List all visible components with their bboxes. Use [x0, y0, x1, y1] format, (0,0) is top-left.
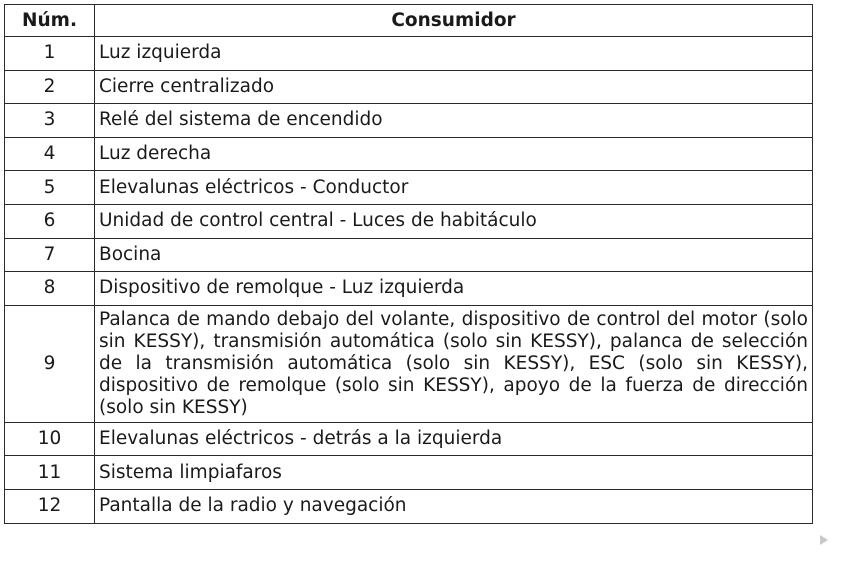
- table-header: [5, 5, 813, 37]
- row-consumer: Elevalunas eléctricos - detrás a la izquierda: [95, 422, 813, 456]
- row-consumer: Relé del sistema de encendido: [95, 104, 813, 138]
- table-row: [5, 238, 813, 272]
- table-row: [5, 456, 813, 490]
- row-consumer: Unidad de control central - Luces de habitáculo: [95, 204, 813, 238]
- row-number: 3: [5, 104, 95, 138]
- row-consumer: Elevalunas eléctricos - Conductor: [95, 171, 813, 205]
- header-row: [5, 5, 813, 37]
- row-number: 8: [5, 272, 95, 306]
- fuse-table-container: [4, 4, 812, 524]
- table-row: [5, 489, 813, 523]
- table-row: [5, 171, 813, 205]
- table-row: [5, 204, 813, 238]
- row-number: 10: [5, 422, 95, 456]
- continue-arrow-icon: [820, 535, 828, 545]
- column-header-number: Núm.: [5, 5, 95, 37]
- row-number: 12: [5, 489, 95, 523]
- row-number: 9: [5, 305, 95, 422]
- row-number: 6: [5, 204, 95, 238]
- table-row: [5, 104, 813, 138]
- row-number: 1: [5, 37, 95, 71]
- row-consumer: Bocina: [95, 238, 813, 272]
- row-consumer: Luz derecha: [95, 137, 813, 171]
- row-consumer: Pantalla de la radio y navegación: [95, 489, 813, 523]
- column-header-consumer: Consumidor: [95, 5, 813, 37]
- table-row: [5, 305, 813, 422]
- fuse-assignment-table: [4, 4, 813, 524]
- table-row: [5, 70, 813, 104]
- table-row: [5, 37, 813, 71]
- row-number: 5: [5, 171, 95, 205]
- row-consumer: Palanca de mando debajo del volante, dispositivo de control del motor (solo sin KESSY), transmisión automática (solo sin KESSY), palanca de selección de la transmisión automática (solo sin KESSY), ESC (solo sin KESSY), dispositivo de remolque (solo sin KESSY), apoyo de la fuerza de dirección (solo sin KESSY): [95, 305, 813, 422]
- row-consumer: Dispositivo de remolque - Luz izquierda: [95, 272, 813, 306]
- row-number: 11: [5, 456, 95, 490]
- row-number: 2: [5, 70, 95, 104]
- row-consumer: Sistema limpiafaros: [95, 456, 813, 490]
- table-row: [5, 137, 813, 171]
- table-body: [5, 37, 813, 524]
- table-row: [5, 272, 813, 306]
- row-number: 4: [5, 137, 95, 171]
- table-row: [5, 422, 813, 456]
- row-consumer: Luz izquierda: [95, 37, 813, 71]
- row-consumer: Cierre centralizado: [95, 70, 813, 104]
- row-number: 7: [5, 238, 95, 272]
